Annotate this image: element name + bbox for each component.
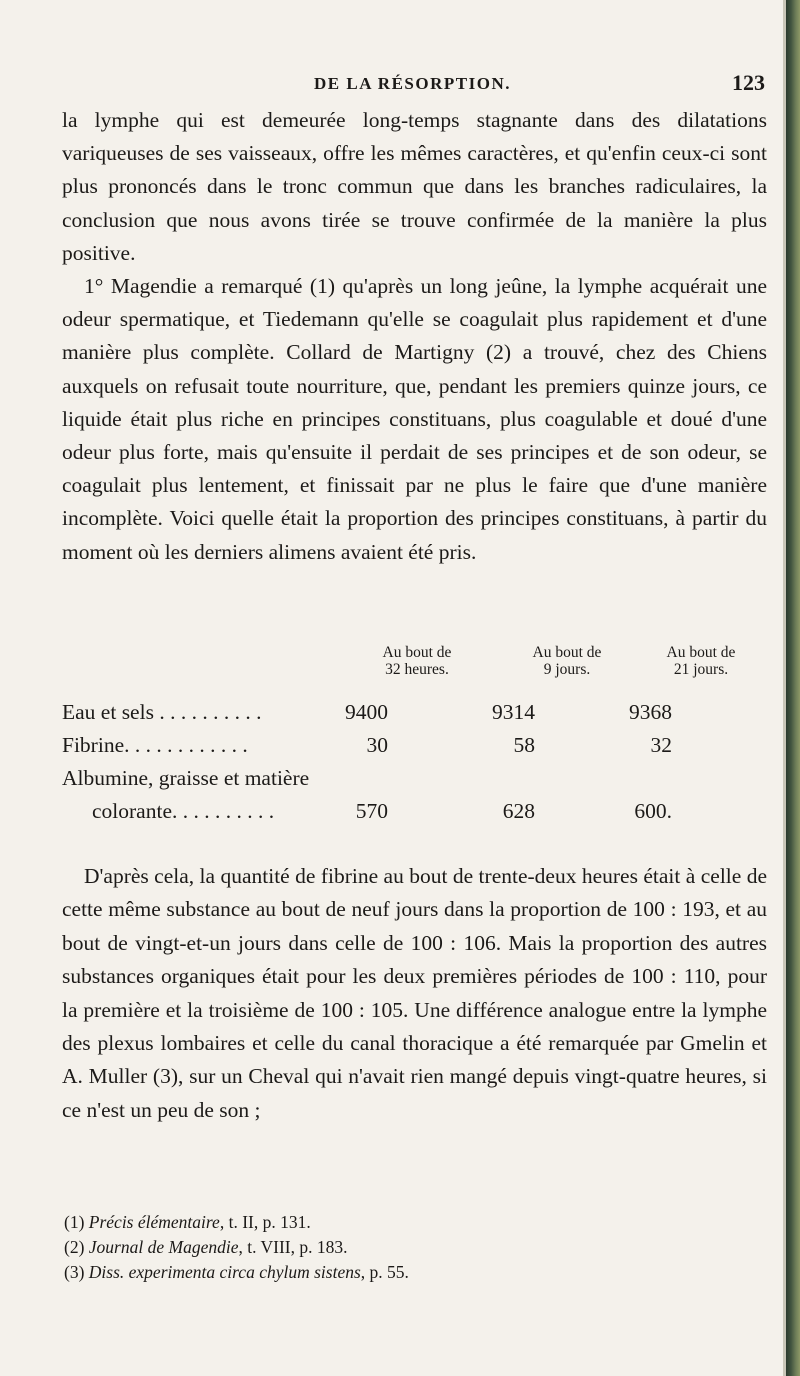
cell-value: 9314 <box>492 700 535 724</box>
table-row <box>62 762 762 795</box>
composition-table <box>62 644 762 828</box>
body-text-bottom <box>62 860 767 1127</box>
cell-value: 9400 <box>345 700 388 724</box>
footnotes <box>64 1210 764 1285</box>
page-number: 123 <box>732 70 765 95</box>
footnote: (1) Précis élémentaire, t. II, p. 131. <box>64 1212 311 1232</box>
running-head <box>60 70 765 102</box>
paragraph: D'après cela, la quantité de fibrine au bout de trente-deux heures était à celle de cette même substance au bout de neuf jours dans la proportion de 100 : 193, et au bout de vingt-et-un jours dans celle de 100 : 106. Mais la proportion des autres substances organiques était pour les deux premières périodes de 100 : 110, pour la première et la troisième de 100 : 105. Une différence analogue entre la lymphe des plexus lombaires et celle du canal thoracique a été remarquée par Gmelin et A. Muller (3), sur un Cheval qui n'avait rien mangé depuis vingt-quatre heures, si ce n'est un peu de son ; <box>62 864 767 1122</box>
paragraph: la lymphe qui est demeurée long-temps stagnante dans des dilatations variqueuses de ses vaisseaux, offre les mêmes caractères, et qu'enfin ceux-ci sont plus prononcés dans le tronc commun que dans les branches radiculaires, la conclusion que nous avons tirée se trouve confirmée de la manière la plus positive. <box>62 108 767 265</box>
footnote: (2) Journal de Magendie, t. VIII, p. 183. <box>64 1237 348 1257</box>
cell-value: 9368 <box>629 700 672 724</box>
cell-value: 58 <box>513 733 535 757</box>
running-head-title: DE LA RÉSORPTION. <box>314 74 511 93</box>
book-binding-edge <box>786 0 800 1376</box>
table-row <box>62 795 762 828</box>
cell-value: 30 <box>366 733 388 757</box>
row-label: Eau et sels . . . . . . . . . . <box>62 700 262 724</box>
column-header: Au bout de 9 jours. <box>532 644 602 678</box>
column-header: Au bout de 32 heures. <box>382 644 452 678</box>
cell-value: 628 <box>502 799 535 823</box>
table-header <box>62 644 762 696</box>
row-label: Albumine, graisse et matière <box>62 766 310 790</box>
cell-value: 32 <box>650 733 672 757</box>
row-label: Fibrine. . . . . . . . . . . . <box>62 733 248 757</box>
table-row <box>62 696 762 729</box>
cell-value: 570 <box>355 799 388 823</box>
body-text-top <box>62 104 767 569</box>
paragraph: 1° Magendie a remarqué (1) qu'après un long jeûne, la lymphe acquérait une odeur spermatique, et Tiedemann qu'elle se coagulait plus rapidement et d'une manière plus complète. Collard de Martigny (2) a trouvé, chez des Chiens auxquels on refusait toute nourriture, que, pendant les premiers quinze jours, ce liquide était plus riche en principes constituans, plus coagulable et doué d'une odeur plus forte, mais qu'ensuite il perdait de ses principes et de son odeur, se coagulait plus lentement, et finissait par ne plus le faire que d'une manière incomplète. Voici quelle était la proportion des principes constituans, à partir du moment où les derniers alimens avaient été pris. <box>62 274 767 564</box>
footnote: (3) Diss. experimenta circa chylum sistens, p. 55. <box>64 1262 409 1282</box>
column-header: Au bout de 21 jours. <box>666 644 736 678</box>
cell-value: 600. <box>634 799 672 823</box>
row-label: colorante. . . . . . . . . . <box>92 799 275 823</box>
table-row <box>62 729 762 762</box>
